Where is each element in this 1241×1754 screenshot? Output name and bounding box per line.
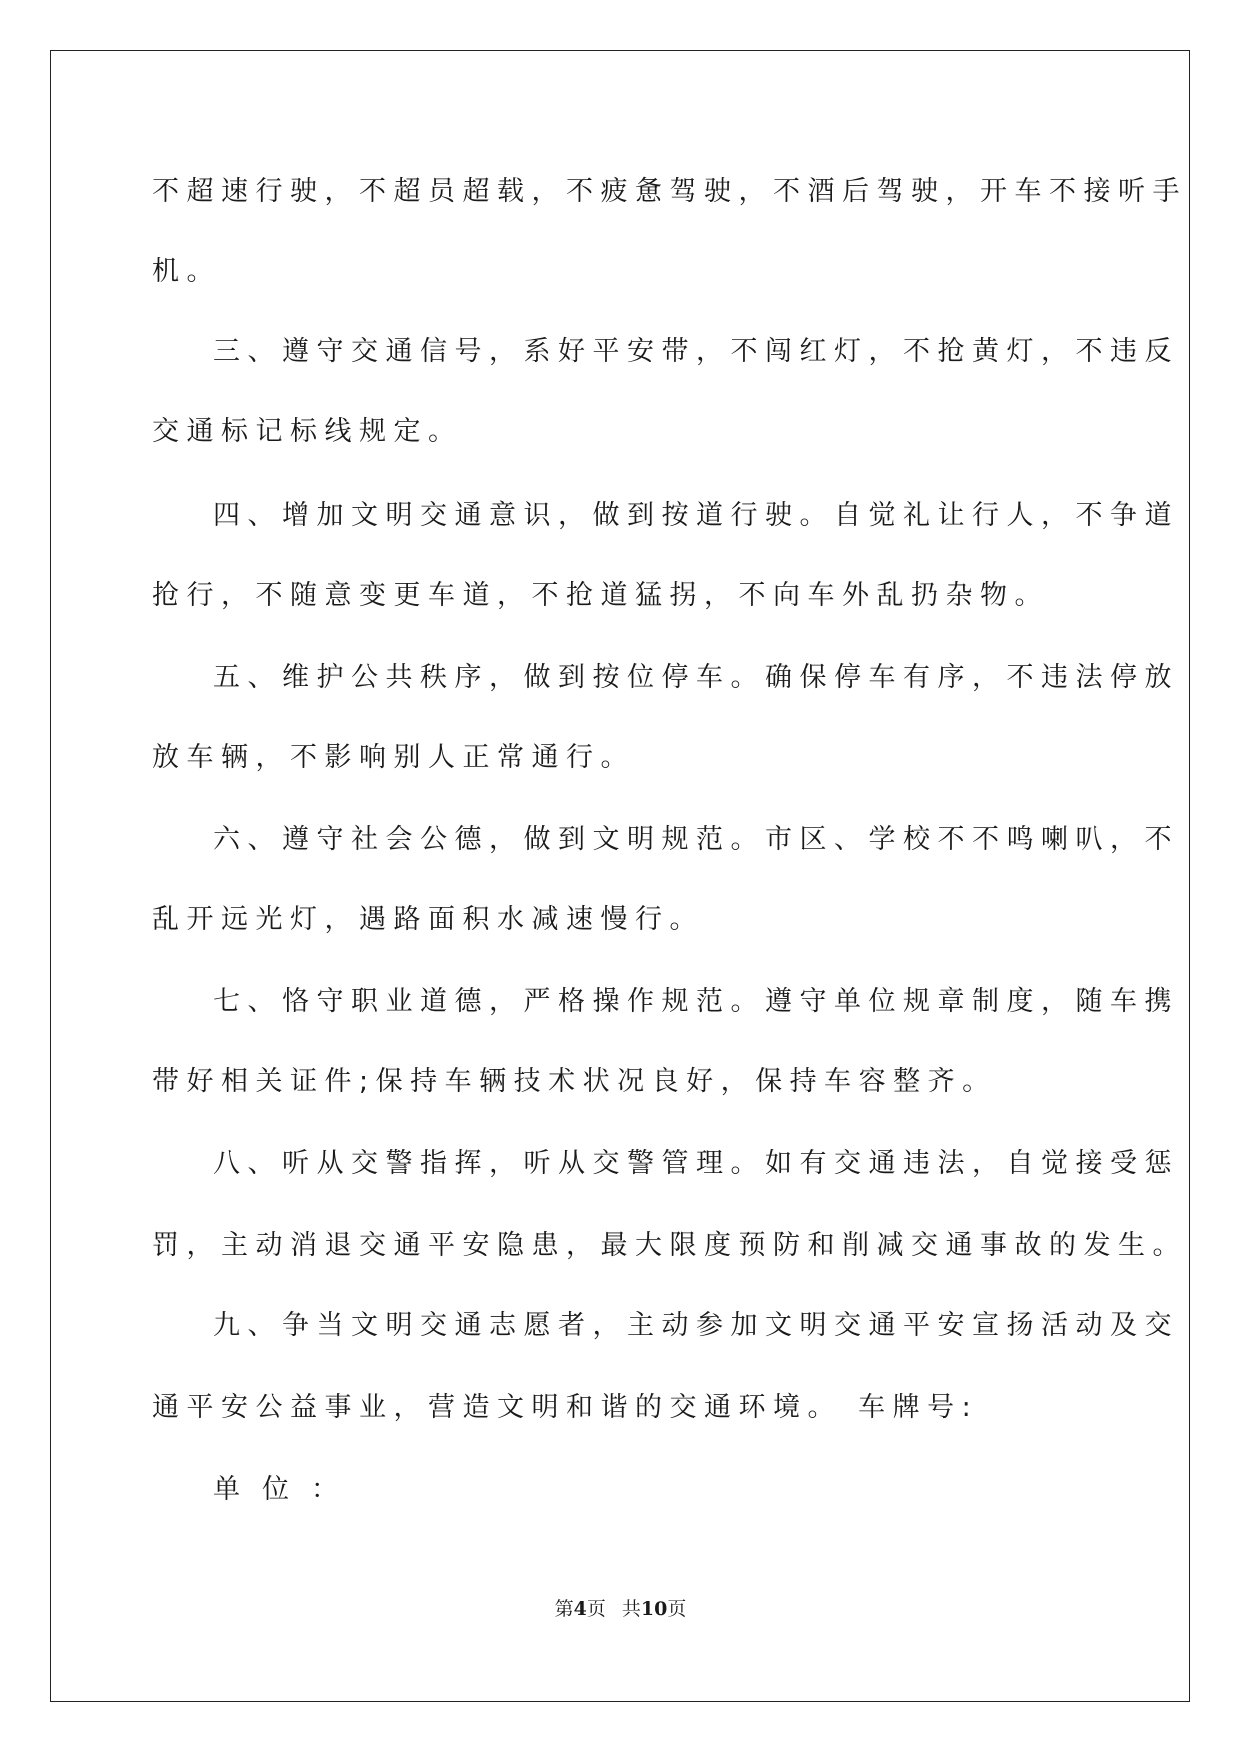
- paragraph-3-line-2: 交通标记标线规定。: [152, 416, 463, 447]
- paragraph-9-line-1: 九、争当文明交通志愿者，主动参加文明交通平安宣扬活动及交: [213, 1310, 1179, 1341]
- paragraph-4-line-1: 四、增加文明交通意识，做到按道行驶。自觉礼让行人，不争道: [213, 500, 1179, 531]
- text-line-1: 不超速行驶，不超员超载，不疲惫驾驶，不酒后驾驶，开车不接听手: [152, 176, 1187, 207]
- paragraph-4-line-2: 抢行，不随意变更车道，不抢道猛拐，不向车外乱扔杂物。: [152, 580, 1049, 611]
- paragraph-5-line-1: 五、维护公共秩序，做到按位停车。确保停车有序，不违法停放: [213, 662, 1179, 693]
- page-footer: [0, 1594, 1241, 1621]
- paragraph-6-line-1: 六、遵守社会公德，做到文明规范。市区、学校不不鸣喇叭，不: [213, 824, 1179, 855]
- paragraph-7-line-2: 带好相关证件;保持车辆技术状况良好，保持车容整齐。: [152, 1066, 997, 1097]
- paragraph-3-line-1: 三、遵守交通信号，系好平安带，不闯红灯，不抢黄灯，不违反: [213, 336, 1179, 367]
- page-frame: [50, 50, 1190, 1702]
- paragraph-8-line-1: 八、听从交警指挥，听从交警管理。如有交通违法，自觉接受惩: [213, 1148, 1179, 1179]
- footer-total-pages: 10: [640, 1598, 668, 1620]
- paragraph-5-line-2: 放车辆，不影响别人正常通行。: [152, 742, 635, 773]
- paragraph-6-line-2: 乱开远光灯，遇路面积水减速慢行。: [152, 904, 704, 935]
- footer-total-suffix: 页: [667, 1598, 687, 1620]
- unit-label: 单位：: [213, 1474, 360, 1505]
- footer-page-prefix: 第: [554, 1598, 574, 1620]
- footer-total-prefix: 共: [621, 1598, 641, 1620]
- paragraph-7-line-1: 七、恪守职业道德，严格操作规范。遵守单位规章制度，随车携: [213, 986, 1179, 1017]
- paragraph-9-line-2: 通平安公益事业，营造文明和谐的交通环境。 车牌号:: [152, 1392, 979, 1423]
- paragraph-8-line-2: 罚，主动消退交通平安隐患，最大限度预防和削减交通事故的发生。: [152, 1230, 1187, 1261]
- footer-page-number: 4: [573, 1598, 587, 1620]
- footer-page-suffix: 页: [586, 1598, 606, 1620]
- text-line-2: 机。: [152, 256, 221, 287]
